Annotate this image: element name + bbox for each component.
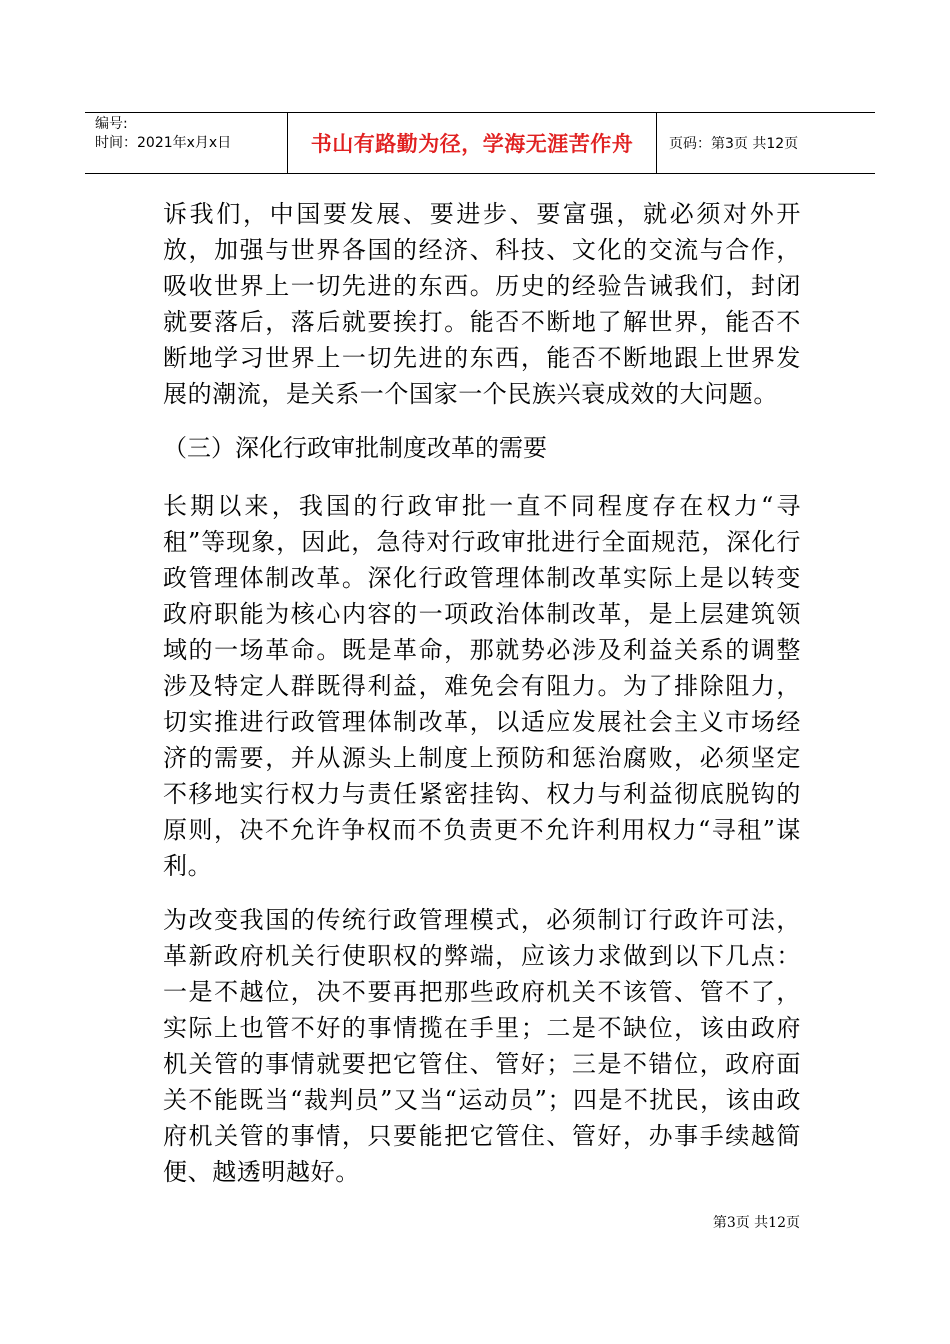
section-heading: （三）深化行政审批制度改革的需要 xyxy=(163,434,547,462)
document-number-label: 编号: xyxy=(95,116,128,132)
header-motto: 书山有路勤为径，学海无涯苦作舟 xyxy=(287,113,657,173)
header-page-code: 页码：第3页 共12页 xyxy=(669,136,799,152)
body-paragraph-2: 长期以来，我国的行政审批一直不同程度存在权力“寻租”等现象，因此，急待对行政审批进行全面规范，深化行政管理体制改革。深化行政管理体制改革实际上是以转变政府职能为核心内容的一项政治体制改革，是上层建筑领域的一场革命。既是革命，那就势必涉及利益关系的调整涉及特定人群既得利益，难免会有阻力。为了排除阻力，切实推进行政管理体制改革，以适应发展社会主义市场经济的需要，并从源头上制度上预防和惩治腐败，必须坚定不移地实行权力与责任紧密挂钩、权力与利益彻底脱钩的原则，决不允许争权而不负责更不允许利用权力“寻租”谋利。 xyxy=(163,492,801,880)
document-time-label: 时间：2021年x月x日 xyxy=(95,135,232,151)
document-body xyxy=(163,196,801,1208)
document-header xyxy=(85,112,875,174)
page-footer: 第3页 共12页 xyxy=(712,1215,800,1231)
body-paragraph-1: 诉我们，中国要发展、要进步、要富强，就必须对外开放，加强与世界各国的经济、科技、文化的交流与合作，吸收世界上一切先进的东西。历史的经验告诫我们，封闭就要落后，落后就要挨打。能否不断地了解世界，能否不断地学习世界上一切先进的东西，能否不断地跟上世界发展的潮流，是关系一个国家一个民族兴衰成效的大问题。 xyxy=(163,200,801,408)
body-paragraph-3: 为改变我国的传统行政管理模式，必须制订行政许可法，革新政府机关行使职权的弊端，应该力求做到以下几点：一是不越位，决不要再把那些政府机关不该管、管不了，实际上也管不好的事情揽在手里；二是不缺位，该由政府机关管的事情就要把它管住、管好；三是不错位，政府面关不能既当“裁判员”又当“运动员”；四是不扰民，该由政府机关管的事情，只要能把它管住、管好，办事手续越简便、越透明越好。 xyxy=(163,906,801,1186)
header-meta xyxy=(85,113,287,173)
